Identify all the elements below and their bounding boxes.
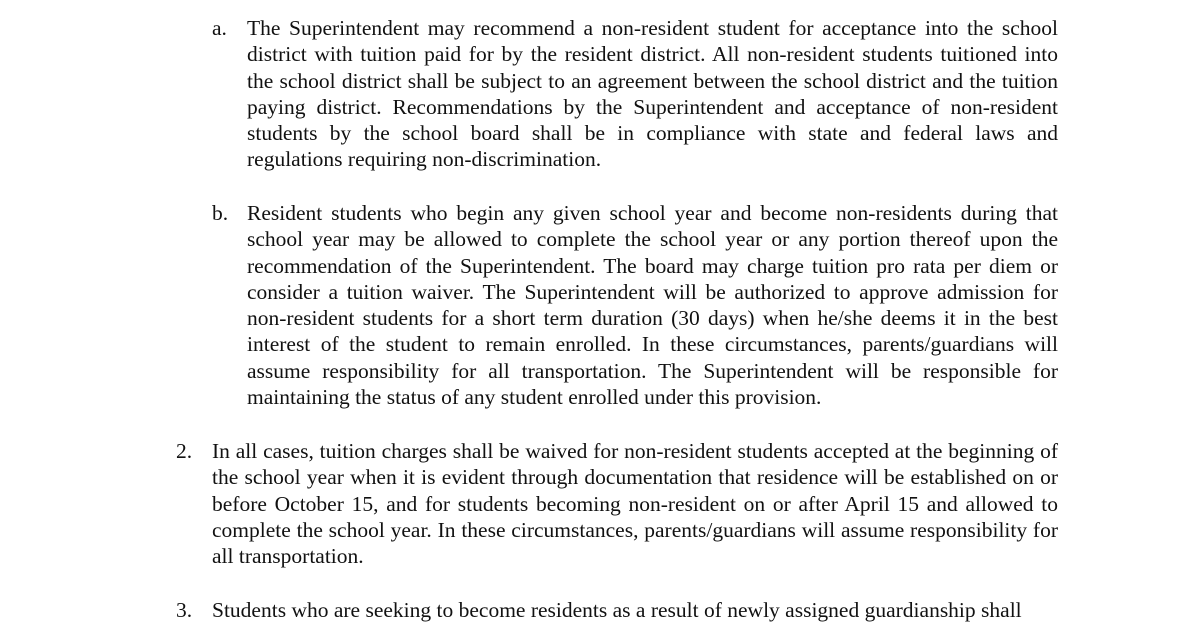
- list-item-a: [212, 15, 1060, 173]
- list-item-b: [212, 200, 1060, 410]
- paragraph-text: The Superintendent may recommend a non-resident student for acceptance into the school district with tuition paid for by the resident district. All non-resident students tuitioned into the school district shall be subject to an agreement between the school district and the tuition paying district. Recommendations by the Superintendent and acceptance of non-resident students by the school board shall be in compliance with state and federal laws and regulations requiring non-discrimination.: [247, 16, 1058, 172]
- list-marker: 2.: [176, 439, 193, 463]
- list-item-3: [176, 597, 1060, 623]
- paragraph-text: In all cases, tuition charges shall be waived for non-resident students accepted at the beginning of the school year when it is evident through documentation that residence will be established on or before October 15, and for students becoming non-resident on or after April 15 and allowed to complete the school year. In these circumstances, parents/guardians will assume responsibility for all transportation.: [212, 439, 1058, 569]
- paragraph-text: Resident students who begin any given school year and become non-residents during that school year may be allowed to complete the school year or any portion thereof upon the recommendation of the Superintendent. The board may charge tuition pro rata per diem or consider a tuition waiver. The Superintendent will be authorized to approve admission for non-resident students for a short term duration (30 days) when he/she deems it in the best interest of the student to remain enrolled. In these circumstances, parents/guardians will assume responsibility for all transportation. The Superintendent will be responsible for maintaining the status of any student enrolled under this provision.: [247, 201, 1058, 410]
- list-marker: a.: [212, 16, 227, 40]
- list-marker: b.: [212, 201, 229, 225]
- list-item-2: [176, 438, 1060, 569]
- paragraph-text: Students who are seeking to become residents as a result of newly assigned guardianship shall: [212, 598, 1022, 622]
- list-marker: 3.: [176, 598, 193, 622]
